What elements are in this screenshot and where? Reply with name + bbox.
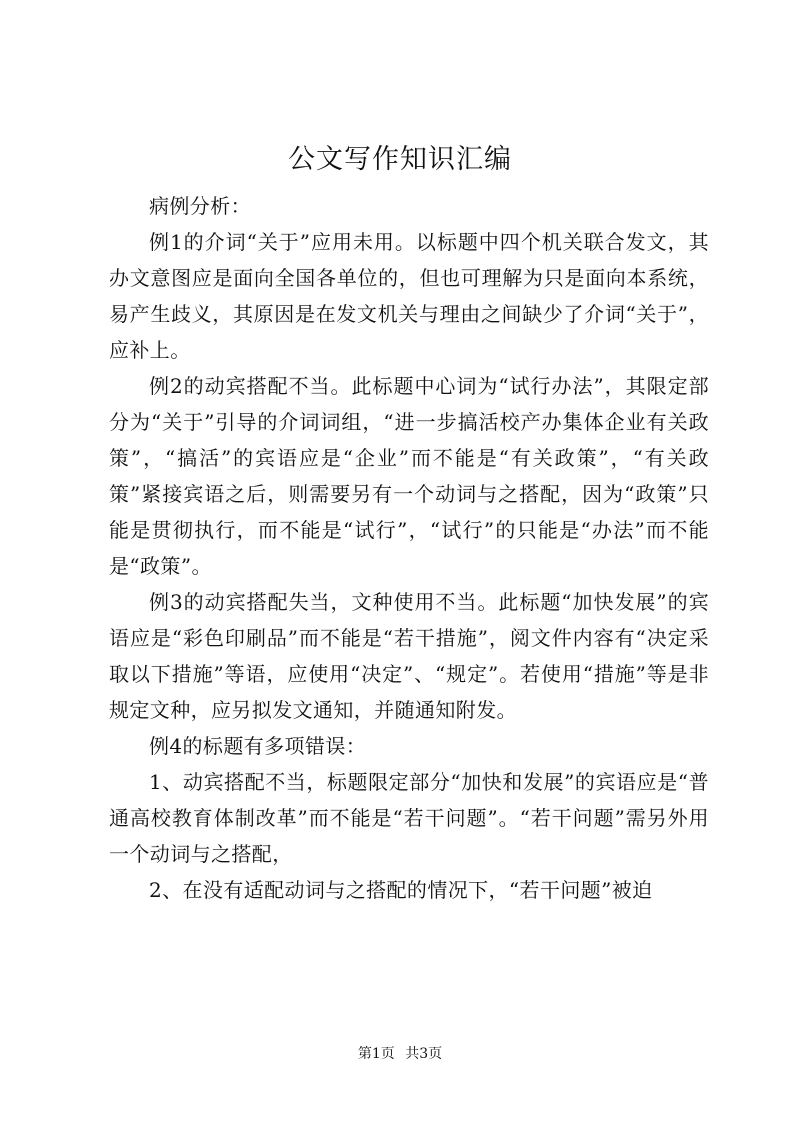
paragraph-error-2: 2、在没有适配动词与之搭配的情况下，“若干问题”被迫 <box>149 878 653 902</box>
page-total: 共3页 <box>405 1046 443 1062</box>
page-footer <box>0 1044 800 1064</box>
paragraph-example-2: 例2的动宾搭配不当。此标题中心词为“试行办法”，其限定部分为“关于”引导的介词词组，“进一步搞活校产办集体企业有关政策”，“搞活”的宾语应是“企业”而不能是“有关政策”，“有关政策”紧接宾语之后，则需要另有一个动词与之搭配，因为“政策”只能是贯彻执行，而不能是“试行”，“试行”的只能是“办法”而不能是“政策”。 <box>109 374 709 578</box>
paragraph-error-1: 1、动宾搭配不当，标题限定部分“加快和发展”的宾语应是“普通高校教育体制改革”而不能是“若干问题”。“若干问题”需另外用一个动词与之搭配， <box>109 770 709 866</box>
paragraph-example-3: 例3的动宾搭配失当，文种使用不当。此标题“加快发展”的宾语应是“彩色印刷品”而不能是“若干措施”，阅文件内容有“决定采取以下措施”等语，应使用“决定”、“规定”。若使用“措施”等是非规定文种，应另拟发文通知，并随通知附发。 <box>109 590 709 722</box>
page-number: 第1页 <box>357 1046 395 1062</box>
paragraph-example-4: 例4的标题有多项错误： <box>149 734 367 758</box>
paragraph-example-1: 例1的介词“关于”应用未用。以标题中四个机关联合发文，其办文意图应是面向全国各单位的，但也可理解为只是面向本系统，易产生歧义，其原因是在发文机关与理由之间缺少了介词“关于”，应补上。 <box>109 230 709 362</box>
document-title: 公文写作知识汇编 <box>288 144 512 175</box>
document-body <box>109 188 709 908</box>
paragraph-case-analysis: 病例分析： <box>149 194 251 218</box>
